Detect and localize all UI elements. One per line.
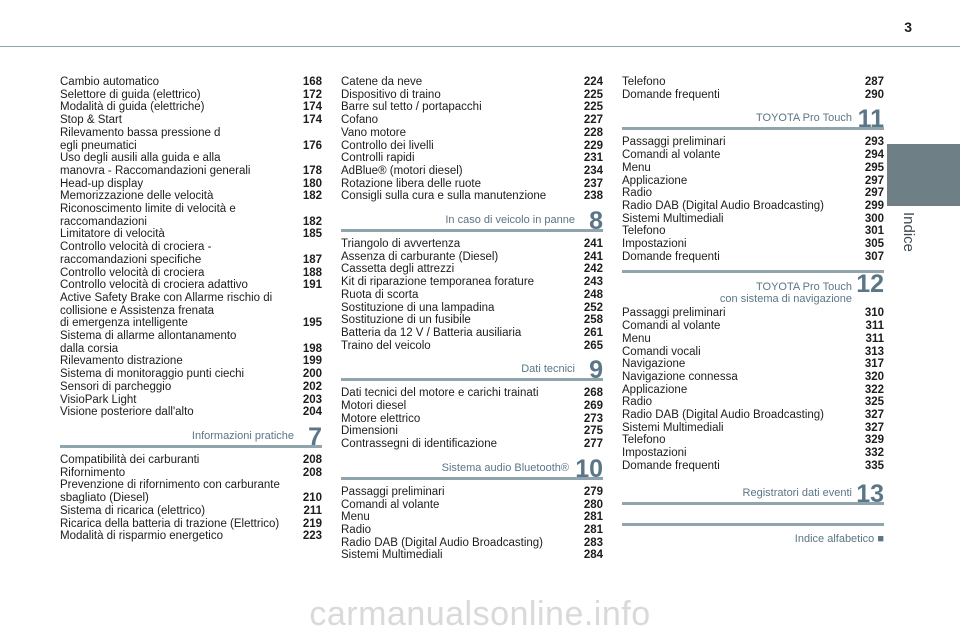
toc-entry-page: 300	[864, 212, 884, 225]
toc-entry-page: 200	[302, 368, 322, 381]
toc-entry-page: 332	[864, 447, 884, 460]
toc-entry-title: Navigazione connessa	[622, 370, 738, 383]
toc-entry-title: Sistema di allarme allontanamento dalla corsia	[60, 330, 237, 355]
toc-entry[interactable]	[60, 330, 322, 355]
toc-entry-page: 281	[583, 511, 603, 524]
toc-entry-page: 241	[583, 238, 603, 251]
toc-entry[interactable]	[60, 381, 322, 394]
toc-entry-title: Applicazione	[622, 174, 688, 187]
toc-entry-page: 252	[583, 301, 603, 314]
toc-entry[interactable]	[622, 422, 884, 435]
toc-entry[interactable]	[341, 76, 603, 89]
toc-entry-title: Assenza di carburante (Diesel)	[341, 250, 499, 263]
toc-entry[interactable]	[60, 228, 322, 241]
toc-entry[interactable]	[622, 320, 884, 333]
toc-entry-page: 228	[583, 126, 603, 139]
toc-entry-title: Uso degli ausili alla guida e alla manovra - Raccomandazioni generali	[60, 152, 251, 177]
toc-entry-page: 208	[302, 453, 322, 466]
toc-entry[interactable]	[341, 276, 603, 289]
toc-entry-page: 248	[583, 288, 603, 301]
toc-entry-page: 293	[864, 136, 884, 149]
toc-entry-title: Domande frequenti	[622, 250, 720, 263]
section-number: 12	[856, 270, 884, 299]
toc-entry-title: Modalità di risparmio energetico	[60, 530, 223, 543]
toc-entry[interactable]	[341, 387, 603, 400]
toc-entry[interactable]	[60, 114, 322, 127]
toc-entry-title: Applicazione	[622, 383, 688, 396]
toc-entry-title: Impostazioni	[622, 238, 687, 251]
toc-entry-page: 279	[583, 485, 603, 498]
toc-entry-page: 208	[302, 466, 322, 479]
toc-entry[interactable]	[60, 406, 322, 419]
toc-entry-page: 268	[583, 387, 603, 400]
toc-entry-title: Impostazioni	[622, 447, 687, 460]
section-title-line-2: con sistema di navigazione	[719, 293, 852, 306]
toc-entry[interactable]	[60, 178, 322, 191]
toc-entry[interactable]	[60, 467, 322, 480]
toc-entry-title: Ricarica della batteria di trazione (Elettrico)	[60, 517, 280, 530]
toc-list	[622, 136, 884, 263]
toc-entry-title: Telefono	[622, 225, 666, 238]
toc-entry[interactable]	[341, 400, 603, 413]
toc-entry-page: 297	[864, 174, 884, 187]
toc-entry[interactable]	[622, 333, 884, 346]
toc-entry-title: Visione posteriore dall'alto	[60, 406, 194, 419]
toc-entry-page: 229	[583, 139, 603, 152]
toc-entry[interactable]	[341, 314, 603, 327]
toc-entry-page: 231	[583, 152, 603, 165]
toc-entry-title: Sistemi Multimediali	[622, 212, 724, 225]
toc-entry-title: Controllo dei livelli	[341, 139, 434, 152]
toc-entry[interactable]	[341, 152, 603, 165]
section-number: 7	[308, 422, 322, 451]
toc-entry-page: 329	[864, 434, 884, 447]
toc-list	[341, 238, 603, 352]
toc-entry-title: Contrassegni di identificazione	[341, 438, 497, 451]
toc-entry-title: Passaggi preliminari	[341, 485, 445, 498]
toc-entry-title: Catene da neve	[341, 76, 423, 88]
toc-entry[interactable]	[341, 263, 603, 276]
toc-entry-title: Sistema di monitoraggio punti ciechi	[60, 368, 245, 381]
section-rule	[60, 445, 322, 448]
toc-entry-page: 294	[864, 149, 884, 162]
toc-entry[interactable]	[622, 409, 884, 422]
toc-entry-title: Motori diesel	[341, 400, 407, 413]
toc-entry-page: 211	[303, 504, 322, 517]
toc-entry[interactable]	[341, 89, 603, 102]
toc-entry-page: 258	[583, 314, 603, 327]
toc-entry[interactable]	[622, 136, 884, 149]
toc-entry-title: Sensori di parcheggio	[60, 380, 172, 393]
toc-entry-page: 227	[583, 114, 603, 127]
toc-entry-title: Navigazione	[622, 358, 686, 371]
toc-entry-title: Vano motore	[341, 126, 406, 139]
toc-entry-page: 178	[302, 164, 322, 177]
toc-entry[interactable]	[341, 438, 603, 451]
toc-entry-page: 204	[302, 406, 322, 419]
toc-entry[interactable]	[60, 127, 322, 152]
toc-entry[interactable]	[341, 238, 603, 251]
toc-entry-page: 277	[583, 438, 603, 451]
toc-entry-page: 311	[865, 320, 884, 333]
toc-entry[interactable]	[60, 241, 322, 266]
section-rule	[341, 229, 603, 232]
toc-entry-page: 219	[302, 517, 322, 530]
toc-entry-title: Controllo velocità di crociera - raccomandazioni specifiche	[60, 241, 212, 266]
toc-entry[interactable]	[622, 149, 884, 162]
toc-entry[interactable]	[60, 454, 322, 467]
toc-entry-page: 174	[302, 114, 322, 127]
toc-entry-page: 317	[864, 358, 884, 371]
toc-entry[interactable]	[622, 76, 884, 89]
section-title: Informazioni pratiche	[191, 429, 294, 442]
toc-entry-title: Menu	[341, 511, 370, 524]
toc-entry-title: Dimensioni	[341, 425, 398, 438]
section-11-heading[interactable]	[622, 101, 884, 136]
toc-entry-title: Radio DAB (Digital Audio Broadcasting)	[341, 536, 543, 549]
toc-entry-page: 238	[583, 190, 603, 203]
toc-entry-page: 301	[864, 225, 884, 238]
section-title: In caso di veicolo in panne	[445, 214, 575, 227]
toc-entry[interactable]	[341, 425, 603, 438]
toc-entry-page: 325	[864, 396, 884, 409]
toc-entry[interactable]	[341, 524, 603, 537]
toc-list	[622, 76, 884, 101]
section-title: Registratori dati eventi	[742, 486, 852, 499]
toc-entry[interactable]	[60, 505, 322, 518]
toc-entry-page: 265	[583, 339, 603, 352]
toc-entry[interactable]	[341, 190, 603, 203]
toc-entry-page: 234	[583, 164, 603, 177]
section-title	[720, 281, 852, 305]
toc-entry-title: Prevenzione di rifornimento con carburante sbagliato (Diesel)	[60, 479, 280, 505]
section-title: TOYOTA Pro Touch	[756, 112, 852, 125]
toc-entry-title: Sostituzione di un fusibile	[341, 314, 471, 327]
toc-list	[60, 454, 322, 543]
toc-entry[interactable]	[622, 358, 884, 371]
toc-entry[interactable]	[622, 434, 884, 447]
toc-entry-page: 327	[864, 409, 884, 422]
toc-entry[interactable]	[341, 165, 603, 178]
toc-entry-page: 187	[302, 253, 322, 266]
toc-entry-page: 281	[583, 523, 603, 536]
toc-entry-title: Modalità di guida (elettriche)	[60, 101, 205, 114]
toc-entry-title: Compatibilità dei carburanti	[60, 453, 200, 466]
chapter-tab-label: Indice	[900, 212, 917, 253]
toc-entry[interactable]	[341, 511, 603, 524]
toc-entry-page: 327	[864, 421, 884, 434]
toc-entry[interactable]	[341, 549, 603, 562]
toc-entry[interactable]	[622, 346, 884, 359]
toc-entry-title: Cassetta degli attrezzi	[341, 263, 455, 276]
toc-entry[interactable]	[60, 190, 322, 203]
toc-entry[interactable]	[622, 251, 884, 264]
toc-entry-title: Riconoscimento limite di velocità e raccomandazioni	[60, 203, 236, 228]
toc-entry[interactable]	[341, 486, 603, 499]
toc-entry-title: Rifornimento	[60, 466, 126, 479]
toc-entry-title: Sistemi Multimediali	[622, 421, 724, 434]
toc-entry-title: Barre sul tetto / portapacchi	[341, 101, 482, 114]
toc-entry-page: 269	[583, 400, 603, 413]
toc-entry[interactable]	[622, 200, 884, 213]
toc-entry-title: Comandi al volante	[622, 320, 721, 333]
toc-entry-title: Radio	[622, 187, 653, 200]
section-rule	[341, 378, 603, 381]
toc-entry-page: 202	[302, 380, 322, 393]
toc-entry-title: Triangolo di avvertenza	[341, 238, 461, 251]
toc-entry[interactable]	[341, 178, 603, 191]
toc-entry-title: Telefono	[622, 434, 666, 447]
toc-entry-title: Rilevamento distrazione	[60, 355, 183, 368]
toc-column-2	[341, 76, 603, 562]
section-10-heading[interactable]	[341, 451, 603, 486]
toc-entry[interactable]	[622, 460, 884, 473]
toc-entry-page: 223	[302, 530, 322, 543]
toc-entry[interactable]	[622, 396, 884, 409]
toc-entry[interactable]	[341, 302, 603, 315]
toc-entry[interactable]	[60, 101, 322, 114]
toc-entry[interactable]	[60, 89, 322, 102]
toc-entry[interactable]	[60, 267, 322, 280]
toc-entry[interactable]	[60, 355, 322, 368]
section-13-heading[interactable]	[622, 473, 884, 511]
toc-entry-page: 283	[583, 536, 603, 549]
toc-entry-page: 290	[864, 88, 884, 101]
section-title-line-1: TOYOTA Pro Touch	[756, 281, 852, 294]
toc-entry-title: Dati tecnici del motore e carichi trainati	[341, 387, 539, 400]
toc-entry-page: 210	[302, 492, 322, 505]
section-9-heading[interactable]	[341, 352, 603, 387]
toc-entry-page: 320	[864, 370, 884, 383]
toc-entry-page: 275	[583, 425, 603, 438]
toc-entry-page: 168	[302, 76, 322, 88]
toc-entry-title: Traino del veicolo	[341, 339, 431, 352]
toc-entry[interactable]	[622, 89, 884, 102]
toc-entry-page: 287	[864, 76, 884, 88]
toc-entry-page: 311	[865, 332, 884, 345]
section-number: 11	[857, 105, 884, 134]
toc-entry-title: Radio	[622, 396, 653, 409]
chapter-tab-label-box	[900, 212, 922, 272]
toc-entry-page: 225	[583, 88, 603, 101]
section-number: 13	[856, 479, 884, 508]
toc-entry-title: Consigli sulla cura e sulla manutenzione	[341, 190, 547, 203]
toc-entry-page: 185	[302, 228, 322, 241]
toc-entry-page: 195	[302, 317, 322, 330]
toc-list	[341, 486, 603, 562]
toc-entry-title: VisioPark Light	[60, 393, 137, 406]
toc-entry[interactable]	[622, 175, 884, 188]
toc-entry[interactable]	[341, 251, 603, 264]
toc-entry-title: Radio DAB (Digital Audio Broadcasting)	[622, 199, 824, 212]
toc-entry[interactable]	[622, 162, 884, 175]
toc-list	[622, 307, 884, 472]
toc-entry[interactable]	[622, 213, 884, 226]
toc-entry-page: 224	[583, 76, 603, 88]
toc-entry[interactable]	[60, 368, 322, 381]
toc-entry-title: Sistema di ricarica (elettrico)	[60, 504, 206, 517]
toc-entry-page: 241	[583, 250, 603, 263]
toc-entry-page: 295	[864, 161, 884, 174]
toc-entry-title: Cambio automatico	[60, 76, 160, 88]
toc-entry[interactable]	[622, 238, 884, 251]
toc-entry-title: Cofano	[341, 114, 379, 127]
toc-entry[interactable]	[341, 127, 603, 140]
toc-entry-page: 180	[302, 177, 322, 190]
toc-entry-page: 261	[583, 326, 603, 339]
section-rule	[341, 477, 603, 480]
toc-entry[interactable]	[341, 114, 603, 127]
toc-entry[interactable]	[60, 394, 322, 407]
toc-entry-title: Controlli rapidi	[341, 152, 415, 165]
toc-entry-title: Domande frequenti	[622, 459, 720, 472]
toc-entry[interactable]	[60, 518, 322, 531]
toc-entry-title: Comandi al volante	[622, 149, 721, 162]
toc-entry-page: 172	[302, 88, 322, 101]
toc-entry[interactable]	[622, 384, 884, 397]
toc-entry-page: 191	[302, 279, 322, 292]
toc-entry[interactable]	[622, 371, 884, 384]
toc-entry-page: 335	[864, 459, 884, 472]
toc-entry-title: Rilevamento bassa pressione d egli pneumatici	[60, 126, 221, 152]
section-title: Dati tecnici	[521, 363, 575, 376]
toc-entry-title: Radio DAB (Digital Audio Broadcasting)	[622, 409, 824, 422]
toc-entry[interactable]	[622, 225, 884, 238]
toc-entry-page: 280	[583, 498, 603, 511]
toc-entry-title: Sistemi Multimediali	[341, 549, 443, 562]
toc-entry[interactable]	[60, 292, 322, 330]
toc-entry[interactable]	[60, 279, 322, 292]
section-rule	[622, 502, 884, 505]
toc-entry-title: Motore elettrico	[341, 412, 421, 425]
toc-entry[interactable]	[60, 152, 322, 177]
toc-entry-page: 203	[302, 393, 322, 406]
index-heading[interactable]	[622, 517, 884, 547]
section-number: 10	[575, 454, 603, 483]
toc-entry-page: 242	[583, 263, 603, 276]
toc-entry-page: 225	[583, 101, 603, 114]
toc-entry-title: Comandi al volante	[341, 498, 440, 511]
toc-entry[interactable]	[341, 340, 603, 353]
toc-entry-title: Batteria da 12 V / Batteria ausiliaria	[341, 326, 522, 339]
toc-entry[interactable]	[622, 447, 884, 460]
toc-entry-title: Active Safety Brake con Allarme rischio di collisione e Assistenza frenata di emergenza intelligente	[60, 291, 273, 330]
toc-entry-page: 297	[864, 187, 884, 200]
section-title: Sistema audio Bluetooth®	[441, 461, 569, 474]
section-rule	[622, 127, 884, 130]
toc-entry-title: Limitatore di velocità	[60, 228, 165, 241]
toc-entry[interactable]	[60, 76, 322, 89]
watermark: carmanualsonline.info	[309, 595, 651, 633]
toc-list	[60, 76, 322, 419]
toc-entry-page: 322	[864, 383, 884, 396]
toc-entry[interactable]	[341, 101, 603, 114]
toc-entry-page: 305	[864, 238, 884, 251]
toc-entry-page: 199	[302, 355, 322, 368]
toc-entry-page: 182	[302, 190, 322, 203]
toc-entry-page: 243	[583, 276, 603, 289]
toc-entry-page: 313	[864, 345, 884, 358]
toc-entry-page: 273	[583, 412, 603, 425]
section-rule	[622, 523, 884, 526]
toc-entry-page: 307	[864, 250, 884, 263]
toc-entry-page: 188	[302, 266, 322, 279]
toc-entry[interactable]	[60, 530, 322, 543]
toc-entry-title: Controllo velocità di crociera adattivo	[60, 279, 248, 292]
index-link[interactable]: Indice alfabetico ■	[794, 532, 884, 545]
section-rule	[622, 270, 884, 273]
toc-entry-title: Kit di riparazione temporanea forature	[341, 276, 535, 289]
toc-entry-title: Sostituzione di una lampadina	[341, 301, 495, 314]
toc-entry-title: Memorizzazione delle velocità	[60, 190, 214, 203]
toc-entry[interactable]	[341, 289, 603, 302]
toc-entry[interactable]	[341, 499, 603, 512]
toc-entry[interactable]	[60, 203, 322, 228]
toc-entry-title: Head-up display	[60, 177, 144, 190]
section-12-heading[interactable]	[622, 263, 884, 307]
toc-column-3	[622, 76, 884, 547]
toc-list	[341, 387, 603, 451]
toc-entry-page: 174	[302, 101, 322, 114]
toc-entry-page: 176	[302, 139, 322, 152]
section-8-heading[interactable]	[341, 203, 603, 238]
chapter-tab[interactable]	[887, 144, 960, 206]
toc-entry[interactable]	[341, 140, 603, 153]
toc-entry-title: Comandi vocali	[622, 345, 701, 358]
toc-list	[341, 76, 603, 203]
toc-entry[interactable]	[341, 537, 603, 550]
toc-entry-title: AdBlue® (motori diesel)	[341, 164, 463, 177]
toc-entry[interactable]	[341, 327, 603, 340]
section-number: 8	[589, 207, 603, 236]
toc-entry-title: Menu	[622, 332, 651, 345]
toc-entry-title: Controllo velocità di crociera	[60, 266, 205, 279]
page-number: 3	[904, 19, 912, 35]
toc-entry-page: 299	[864, 199, 884, 212]
toc-entry-title: Domande frequenti	[622, 88, 720, 101]
toc-entry-title: Passaggi preliminari	[622, 307, 726, 320]
toc-entry-title: Menu	[622, 161, 651, 174]
toc-entry-page: 182	[302, 215, 322, 228]
toc-entry-title: Passaggi preliminari	[622, 136, 726, 149]
toc-entry[interactable]	[60, 479, 322, 504]
toc-entry[interactable]	[622, 187, 884, 200]
toc-entry[interactable]	[341, 413, 603, 426]
toc-entry-page: 284	[583, 549, 603, 562]
toc-entry-title: Selettore di guida (elettrico)	[60, 88, 201, 101]
section-7-heading[interactable]	[60, 419, 322, 454]
toc-column-1	[60, 76, 322, 543]
toc-entry-page: 198	[302, 342, 322, 355]
toc-entry-title: Stop & Start	[60, 114, 123, 127]
section-number: 9	[589, 356, 603, 385]
toc-entry-page: 237	[583, 177, 603, 190]
toc-entry-title: Ruota di scorta	[341, 288, 419, 301]
toc-entry-title: Dispositivo di traino	[341, 88, 441, 101]
toc-entry-page: 310	[864, 307, 884, 320]
header-rule	[0, 46, 960, 47]
toc-entry[interactable]	[622, 307, 884, 320]
toc-entry-title: Radio	[341, 523, 372, 536]
toc-entry-title: Telefono	[622, 76, 666, 88]
toc-entry-title: Rotazione libera delle ruote	[341, 177, 482, 190]
